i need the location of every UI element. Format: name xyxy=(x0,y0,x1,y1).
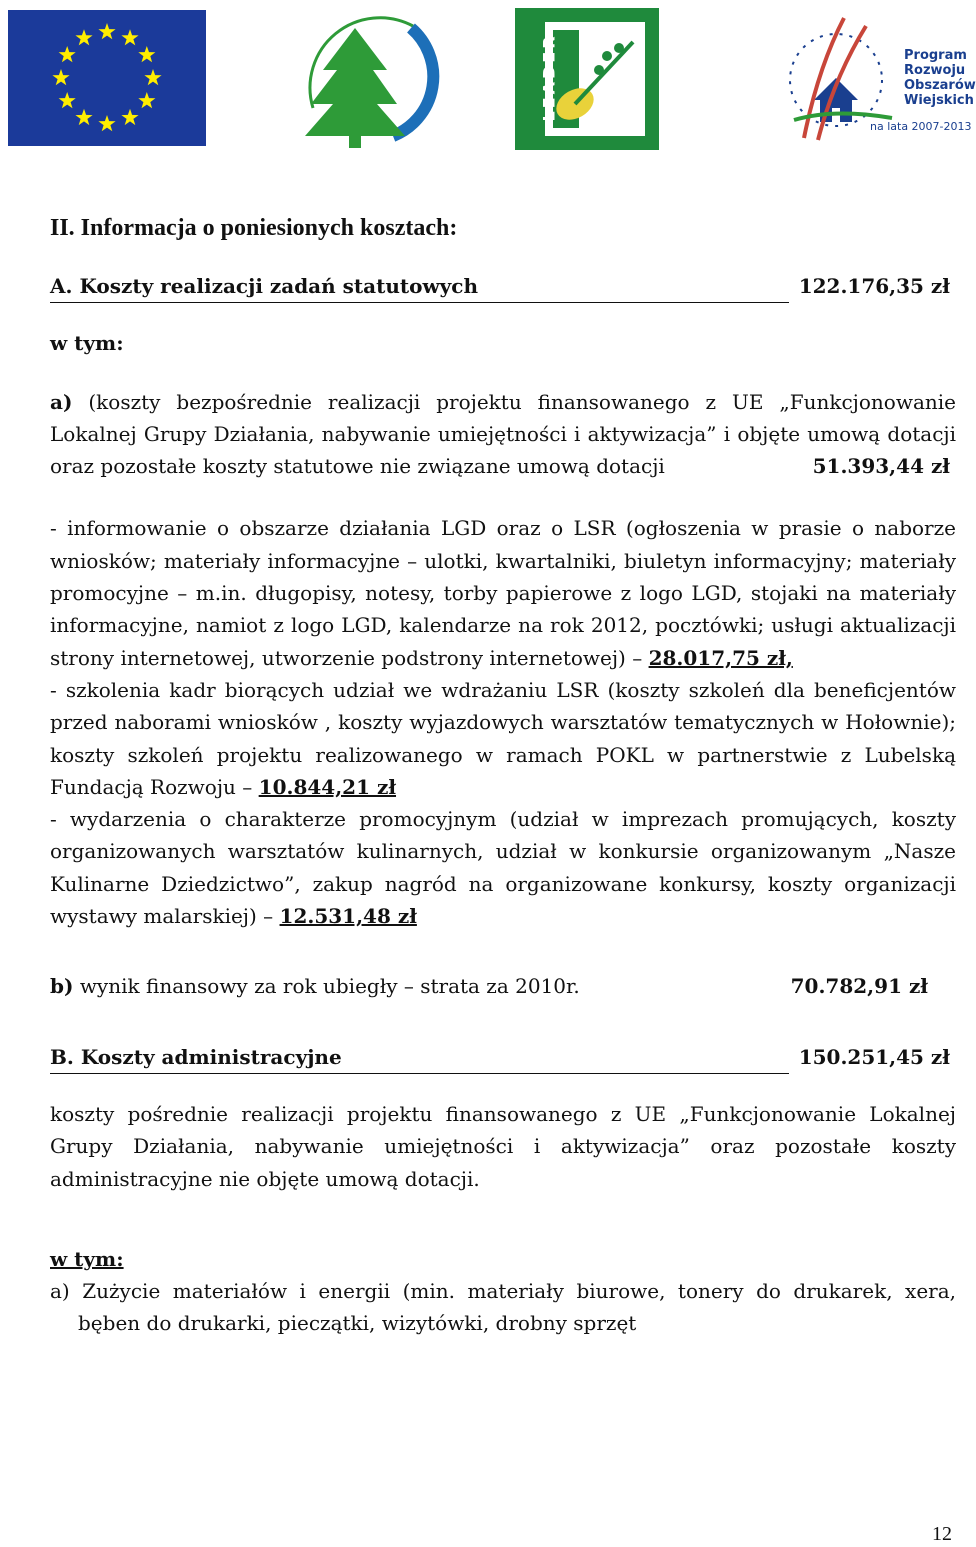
prow-logo-title xyxy=(904,48,976,108)
part-b-heading-row xyxy=(50,1041,956,1074)
item-amount: 51.393,44 zł xyxy=(812,454,950,479)
part-b-item-a xyxy=(50,1275,956,1340)
logo-bar xyxy=(8,8,976,150)
bullet-text: - wydarzenia o charakterze promocyjnym (udział w imprezach promujących, koszty organizowanych warsztatów kulinarnych, udział w konkursie organizowanym „Nasze Kulinarne Dziedzictwo”, zakup nagród na organizowane konkursy, koszty organizacji wystawy malarskiej) – xyxy=(50,807,956,929)
lgd-tree-logo xyxy=(293,8,445,150)
part-a-heading xyxy=(50,270,789,303)
item-text: wynik finansowy za rok ubiegły – strata za 2010r. xyxy=(79,974,580,999)
page-number: 12 xyxy=(932,1523,952,1545)
bullet-amount: 12.531,48 zł xyxy=(279,904,417,929)
part-a-heading-row xyxy=(50,270,956,303)
leader-logo xyxy=(515,8,659,150)
part-a-item-a xyxy=(50,386,956,483)
prow-line: Program xyxy=(904,48,967,63)
item-text: Zużycie materiałów i energii (min. materiały biurowe, tonery do drukarek, xera, bęben do drukarki, pieczątki, wizytówki, drobny sprzęt xyxy=(78,1279,957,1336)
leader-logo-text: LEADER xyxy=(539,33,559,122)
prow-logo xyxy=(774,8,976,150)
part-b-amount: 150.251,45 zł xyxy=(798,1044,950,1069)
eu-flag-icon xyxy=(8,10,206,146)
part-b-w-tym: w tym: xyxy=(50,1246,124,1271)
bullet-amount: 28.017,75 zł, xyxy=(648,645,793,670)
prow-logo-years: na lata 2007-2013 xyxy=(870,120,972,133)
part-b-description: koszty pośrednie realizacji projektu finansowanego z UE „Funkcjonowanie Lokalnej Grupy Działania, nabywanie umiejętności i aktywizacja” oraz pozostałe koszty administracyjne nie objęte umową dotacji. xyxy=(50,1101,956,1191)
bullet-text: - informowanie o obszarze działania LGD oraz o LSR (ogłoszenia w prasie o naborze wniosków; materiały informacyjne – ulotki, kwartalniki, biuletyn informacyjny; materiały promocyjne – m.in. długopisy, notesy, torby papierowe z logo LGD, stojaki na materiały informacyjne, namiot z logo LGD, kalendarze na rok 2012, pocztówki; usługi aktualizacji strony internetowej, utworzenie podstrony internetowej) – xyxy=(50,516,956,670)
item-label: a) xyxy=(50,389,73,414)
part-a-bullet-training xyxy=(50,674,956,803)
item-amount: 70.782,91 zł xyxy=(790,974,928,999)
part-b-heading xyxy=(50,1041,789,1074)
item-label: b) xyxy=(50,974,74,999)
document-body xyxy=(50,210,956,1340)
item-text: (koszty bezpośrednie realizacji projektu finansowanego z UE „Funkcjonowanie Lokalnej Grupy Działania, nabywanie umiejętności i aktywizacja” i objęte umową dotacji oraz pozostałe koszty statutowe nie związane umową dotacji xyxy=(50,389,956,479)
part-a-w-tym: w tym: xyxy=(50,331,124,356)
prow-line: Obszarów xyxy=(904,78,976,93)
prow-line: Wiejskich xyxy=(904,93,974,108)
item-b-left xyxy=(50,970,580,1002)
bullet-text: - szkolenia kadr biorących udział we wdrażaniu LSR (koszty szkoleń dla beneficjentów przed naborami wniosków , koszty wyjazdowych warsztatów tematycznych w Hołownie); koszty szkoleń projektu realizowanego w ramach POKL w partnerstwie z Lubelską Fundacją Rozwoju – xyxy=(50,677,956,799)
part-a-bullet-events xyxy=(50,803,956,932)
part-a-bullet-information xyxy=(50,512,956,673)
prow-line: Rozwoju xyxy=(904,63,966,78)
part-a-heading-text: A. Koszty realizacji zadań statutowych xyxy=(50,274,479,298)
bullet-amount: 10.844,21 zł xyxy=(258,774,397,799)
part-a-amount: 122.176,35 zł xyxy=(798,274,950,298)
part-b-heading-text: B. Koszty administracyjne xyxy=(50,1044,342,1069)
item-label: a) xyxy=(50,1279,70,1304)
section-title: II. Informacja o poniesionych kosztach: xyxy=(50,215,458,241)
part-a-item-b xyxy=(50,970,956,1002)
